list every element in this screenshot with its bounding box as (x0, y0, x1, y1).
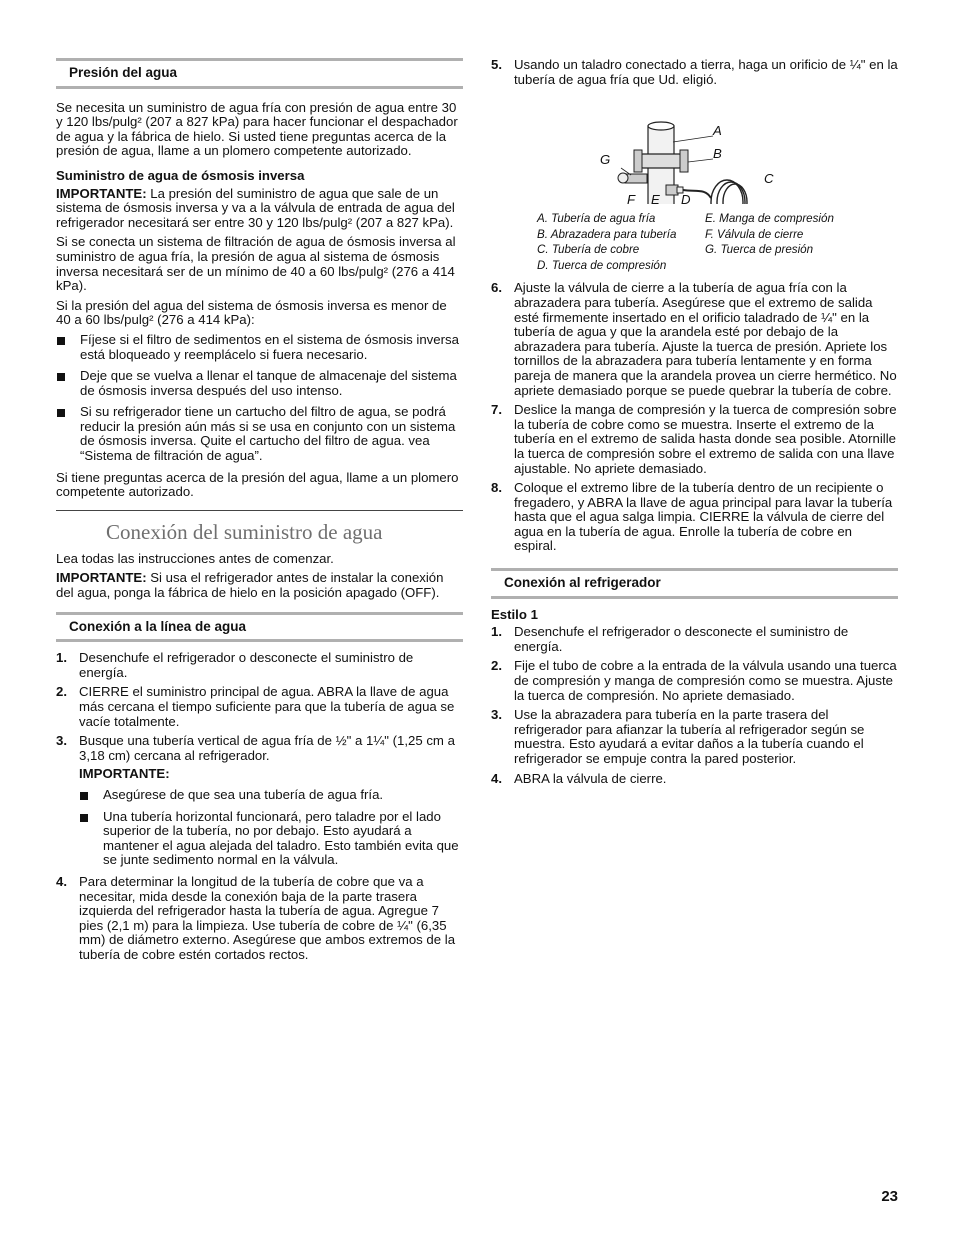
water-pressure-heading: Presión del agua (56, 58, 463, 89)
list-item: Asegúrese de que sea una tubería de agua fría. (79, 788, 463, 803)
label-d: D (681, 192, 691, 207)
step-text: Use la abrazadera para tubería en la parte trasera del refrigerador para afianzar la tubería al refrigerador según se muestra. Esto ayudará a evitar daños a la tubería cuando el refrigerador se empuje contra la pared posterior. (514, 707, 865, 766)
water-connection-title: Conexión del suministro de agua (106, 519, 383, 544)
connection-important-text: Si usa el refrigerador antes de instalar la conexión del agua, ponga la fábrica de hielo en la posición apagado (OFF). (56, 570, 444, 601)
step-item (56, 875, 463, 963)
ro-supply-heading: Suministro de agua de ósmosis inversa (56, 167, 305, 183)
step-text: Ajuste la válvula de cierre a la tubería de agua fría con la abrazadera para tubería. Asegúrese que el extremo de salida esté firmemente insertado en el orificio taladrado de ¼" en la tubería de agua y que la arandela esté por debajo de la abrazadera para tubería. Ajuste la tuerca de presión. Apriete los tornillos de la abrazadera para tubería lentamente y en forma pareja de manera que la arandela provea un cierre hermético. No apriete demasiado porque se puede quebrar la tubería de cobre. (514, 280, 897, 398)
leader-a (673, 136, 713, 142)
step-number: 8. (491, 480, 502, 496)
list-item: Una tubería horizontal funcionará, pero taladre por el lado superior de la tubería, no por debajo. Esto ayudará a mantener el agua alejada del taladro. Esto también evita que se junte sedimento normal en la válvula. (79, 810, 463, 868)
step-text: Desenchufe el refrigerador o desconecte el suministro de energía. (79, 650, 414, 680)
page-number: 23 (881, 1188, 898, 1205)
fridge-connection-heading: Conexión al refrigerador (491, 568, 898, 599)
step-text: Desenchufe el refrigerador o desconecte el suministro de energía. (514, 624, 849, 654)
ro-important-text: La presión del suministro de agua que sale de un sistema de ósmosis inversa y va a la válvula de entrada de agua del refrigerador necesitará ser entre 30 y 120 lbs/pulg² (207 a 827 kPa). (56, 185, 455, 230)
step-number: 4. (56, 873, 67, 889)
label-c: C (764, 171, 774, 187)
step-item (56, 734, 463, 868)
important-label: IMPORTANTE: (56, 570, 147, 586)
left-column (56, 58, 463, 968)
step-text: Usando un taladro conectado a tierra, haga un orificio de ¼" en la tubería de agua fría que Ud. eligió. (514, 57, 898, 87)
step-number: 3. (56, 733, 67, 749)
legend-item: F. Válvula de cierre (705, 227, 804, 241)
step-number: 3. (491, 707, 502, 723)
step-text: Fije el tubo de cobre a la entrada de la válvula usando una tuerca de compresión y manga de compresión como se muestra. Ajuste la tuerca de compresión. No apriete demasiado. (514, 658, 897, 703)
water-pressure-closing: Si tiene preguntas acerca de la presión del agua, llame a un plomero competente autorizado. (56, 469, 459, 500)
water-line-steps (56, 651, 463, 962)
label-g: G (600, 152, 611, 168)
step-number: 2. (491, 658, 502, 674)
label-a: A (713, 123, 722, 139)
step-item (491, 403, 898, 476)
ro-low-pressure-para: Si la presión del agua del sistema de ósmosis inversa es menor de 40 a 60 lbs/pulg² (276 a 414 kPa): (56, 297, 447, 328)
step-item (491, 281, 898, 398)
legend-item: A. Tubería de agua fría (537, 212, 656, 225)
valve-handle (618, 173, 628, 183)
step3-bullet-list (79, 788, 463, 868)
step-text: ABRA la válvula de cierre. (514, 770, 667, 786)
diagram-legend (537, 211, 898, 273)
ro-important-para (56, 187, 463, 231)
step-item (491, 481, 898, 554)
step-number: 7. (491, 402, 502, 418)
list-item: Fíjese si el filtro de sedimentos en el sistema de ósmosis inversa está bloqueado y reemplácelo si fuera necesario. (56, 333, 463, 362)
style-1-heading: Estilo 1 (491, 606, 538, 622)
legend-item: E. Manga de compresión (705, 212, 834, 225)
label-b: B (713, 146, 722, 162)
step3-important-label: IMPORTANTE: (79, 766, 170, 782)
step-number: 1. (56, 650, 67, 666)
step-text: Busque una tubería vertical de agua fría de ½" a 1¼" (1,25 cm a 3,18 cm) cercana al refrigerador. (79, 733, 455, 763)
step-item (56, 685, 463, 729)
pipe-clamp (640, 154, 682, 168)
leader-b (688, 159, 713, 162)
step-text: CIERRE el suministro principal de agua. ABRA la llave de agua más cercana el tiempo suficiente para que la tubería de agua se vacíe totalmente. (79, 684, 455, 729)
clamp-ear-right (680, 150, 688, 172)
step-text: Deslice la manga de compresión y la tuerca de compresión sobre la tubería de cobre como se muestra. Inserte el extremo de la tubería en el extremo de salida hasta donde sea posible. Atornille la tuerca de compresión sobre el extremo de salida con una llave ajustable. No apriete demasiado. (514, 402, 897, 476)
pipe-top (648, 122, 674, 130)
step-number: 2. (56, 684, 67, 700)
water-pressure-intro: Se necesita un suministro de agua fría con presión de agua entre 30 y 120 lbs/pulg² (207 a 827 kPa) para hacer funcionar el despachador de agua y la fábrica de hielo. Si usted tiene preguntas acerca de la presión de agua, llame a un plomero competente autorizado. (56, 99, 458, 159)
ro-filter-para: Si se conecta un sistema de filtración de agua de ósmosis inversa al suministro de agua fría, la presión de agua al sistema de ósmosis inversa necesitará ser de un mínimo de 40 a 60 lbs/pulg² (276 a 414 kPa). (56, 234, 456, 294)
water-line-heading: Conexión a la línea de agua (56, 612, 463, 643)
list-item: Si su refrigerador tiene un cartucho del filtro de agua, se podrá reducir la presión aún más si se usa en conjunto con un sistema de ósmosis inversa. Quite el cartucho del filtro de agua. vea “Sistema de filtración de agua”. (56, 405, 463, 463)
diagram-legend-block (491, 211, 898, 791)
label-e: E (651, 192, 660, 207)
valve-illustration (491, 92, 898, 204)
right-column (491, 58, 898, 208)
clamp-ear-left (634, 150, 642, 172)
drill-step (491, 58, 898, 87)
legend-item (705, 258, 905, 274)
step-number: 6. (491, 280, 502, 296)
step-number: 1. (491, 624, 502, 640)
label-f: F (627, 192, 636, 207)
shutoff-valve-diagram (491, 92, 898, 204)
diagram-bottom-labels (491, 193, 898, 209)
list-item: Deje que se vuelva a llenar el tanque de almacenaje del sistema de ósmosis inversa después del uso intenso. (56, 369, 463, 398)
legend-item: D. Tuerca de compresión (537, 258, 667, 272)
important-label: IMPORTANTE: (56, 185, 147, 201)
read-first-para: Lea todas las instrucciones antes de comenzar. (56, 550, 334, 566)
step-item (491, 625, 898, 654)
step-item (491, 58, 898, 87)
step-item (56, 651, 463, 680)
step-text: Coloque el extremo libre de la tubería dentro de un recipiente o fregadero, y ABRA la llave de agua principal para lavar la tubería hasta que el agua salga limpia. CIERRE la válvula de cierre del agua en la tubería de agua. Enrolle la tubería de cobre en espiral. (514, 480, 893, 554)
ro-bullet-list (56, 333, 463, 464)
step-text: Para determinar la longitud de la tubería de cobre que va a necesitar, mida desde la conexión baja de la parte trasera izquierda del refrigerador hasta la tubería de agua. Agregue 7 pies (2,1 m) para la limpieza. Use tubería de cobre de ¼" (6,35 mm) de diámetro externo. Asegúrese que ambos extremos de la tubería de cobre estén cortados rectos. (79, 873, 456, 962)
section-divider (56, 510, 463, 511)
valve-steps (491, 281, 898, 554)
legend-item: G. Tuerca de presión (705, 243, 814, 257)
legend-item: C. Tubería de cobre (537, 243, 640, 257)
step-item (491, 659, 898, 703)
step-number: 5. (491, 57, 502, 72)
step-number: 4. (491, 770, 502, 786)
step-item (491, 708, 898, 766)
step-item (491, 772, 898, 787)
connection-important-para (56, 571, 463, 600)
fridge-steps (491, 625, 898, 786)
legend-item: B. Abrazadera para tubería (537, 227, 677, 241)
